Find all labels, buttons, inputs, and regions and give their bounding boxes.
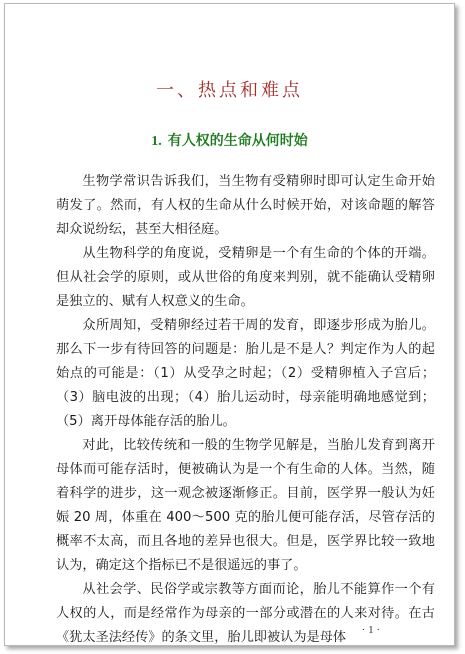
section-title: 一、热点和难点 bbox=[156, 80, 303, 101]
body-text bbox=[56, 170, 435, 650]
subsection-title-text: 有人权的生命从何时始 bbox=[167, 133, 308, 149]
paragraph: 众所周知，受精卵经过若干周的发育，即逐步形成为胎儿。那么下一步有待回答的问题是：胎儿是不是人？判定作为人的起始点的可能是：（1）从受孕之时起；（2）受精卵植入子宫后；（3）脑电波的出现；（4）胎儿运动时，母亲能明确地感觉到；（5）离开母体能存活的胎儿。 bbox=[56, 318, 435, 429]
document-page bbox=[4, 3, 455, 646]
subsection-number: 1. bbox=[151, 134, 162, 149]
subsection-title bbox=[5, 130, 454, 150]
paragraph: 从社会学、民俗学或宗教等方面而论，胎儿不能算作一个有人权的人，而是经常作为母亲的一部分或潜在的人来对待。在古《犹太圣法经传》的条文里，胎儿即被认为是母体 bbox=[56, 582, 435, 645]
paragraph: 生物学常识告诉我们，当生物有受精卵时即可认定生命开始萌发了。然而，有人权的生命从什么时候开始，对该命题的解答却众说纷纭，甚至大相径庭。 bbox=[56, 174, 435, 237]
page-number: · 1 · bbox=[361, 624, 380, 636]
paragraph: 从生物科学的角度说，受精卵是一个有生命的个体的开端。但从社会学的原则，或从世俗的角度来判别，就不能确认受精卵是独立的、赋有人权意义的生命。 bbox=[56, 246, 435, 309]
paragraph: 对此，比较传统和一般的生物学见解是，当胎儿发育到离开母体而可能存活时，便被确认为是一个有生命的人体。当然，随着科学的进步，这一观念被逐渐修正。目前，医学界一般认为妊娠 20 周，体重在 400～500 克的胎儿便可能存活，尽管存活的概率不太高，而且各地的差异也很大。但是，医学界比较一致地认为，确定这个指标已不是很遥远的事了。 bbox=[56, 438, 435, 573]
